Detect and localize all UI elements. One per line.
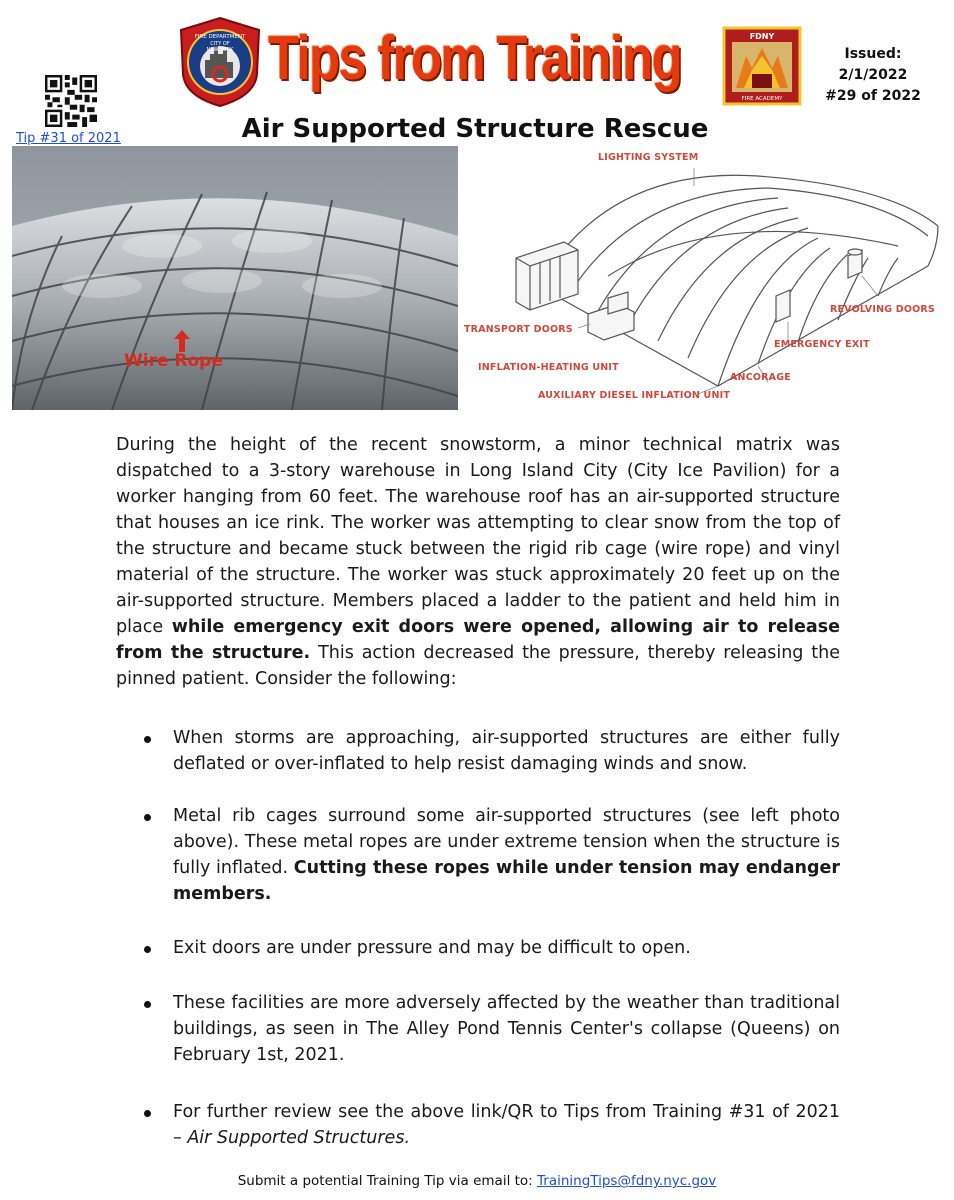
ancorage-label: ANCORAGE: [730, 372, 791, 383]
bullet-text: When storms are approaching, air-supported structures are either fully deflated or over-inflated to help resist damaging winds and snow.: [173, 728, 840, 774]
fire-academy-badge: [722, 26, 802, 106]
bullet-text: For further review see the above link/QR to Tips from Training #31 of 2021 –: [173, 1102, 840, 1148]
wire-rope-label: Wire Rope: [124, 351, 223, 371]
wire-rope-photo: [12, 146, 458, 410]
list-item: [142, 935, 691, 961]
banner-title: Tips from Training: [268, 24, 682, 93]
bullet-icon: [144, 736, 151, 743]
bullet-text: Exit doors are under pressure and may be difficult to open.: [173, 938, 691, 958]
list-item: [142, 1099, 840, 1151]
revolving-doors-label: REVOLVING DOORS: [830, 304, 935, 315]
up-arrow-icon: [174, 330, 190, 352]
structure-diagram: [458, 146, 942, 410]
list-item: [142, 725, 840, 777]
issue-info: [808, 44, 938, 107]
issued-date: Issued: 2/1/2022: [838, 46, 908, 83]
paragraph-end-text: This action decreased the pressure, thereby releasing the pinned patient. Consider the following:: [116, 643, 840, 689]
bullet-icon: [144, 946, 151, 953]
bullet-text: These facilities are more adversely affected by the weather than traditional buildings, as seen in The Alley Pond Tennis Center's collapse (Queens) on February 1st, 2021.: [173, 993, 840, 1065]
list-item: [142, 803, 840, 907]
transport-doors-label: TRANSPORT DOORS: [464, 324, 573, 335]
issue-number: #29 of 2022: [825, 88, 921, 104]
inflation-heating-unit-label: INFLATION-HEATING UNIT: [478, 362, 619, 373]
list-item: [142, 990, 840, 1068]
fire-department-seal: [177, 16, 263, 108]
tip-link[interactable]: Tip #31 of 2021: [16, 131, 121, 146]
bullet-italic-text: Air Supported Structures.: [187, 1128, 411, 1148]
svg-text:FDNY: FDNY: [749, 32, 775, 41]
bullet-icon: [144, 1110, 151, 1117]
document-title: Air Supported Structure Rescue: [241, 114, 709, 144]
diesel-inflation-unit-label: AUXILIARY DIESEL INFLATION UNIT: [538, 390, 731, 401]
qr-code[interactable]: [45, 75, 97, 127]
bullet-bold-text: Cutting these ropes while under tension may endanger members.: [173, 858, 840, 904]
bullet-icon: [144, 814, 151, 821]
footer: [0, 1173, 954, 1189]
svg-text:CITY OF: CITY OF: [210, 41, 230, 47]
training-tips-email-link[interactable]: TrainingTips@fdny.nyc.gov: [537, 1173, 717, 1189]
bullet-icon: [144, 1001, 151, 1008]
incident-paragraph: [116, 432, 840, 692]
bullet-text: Metal rib cages surround some air-supported structures (see left photo above). These metal ropes are under extreme tension when the structure is fully inflated.: [173, 806, 840, 878]
paragraph-text: During the height of the recent snowstorm, a minor technical matrix was dispatched to a 3-story warehouse in Long Island City (City Ice Pavilion) for a worker hanging from 60 feet. The warehouse roof has an air-supported structure that houses an ice rink. The worker was attempting to clear snow from the top of the structure and became stuck between the rigid rib cage (wire rope) and vinyl material of the structure. The worker was stuck approximately 20 feet up on the air-supported structure. Members placed a ladder to the patient and held him in place: [116, 435, 840, 637]
dome-roof-image: [12, 146, 458, 410]
footer-text: Submit a potential Training Tip via email to:: [237, 1173, 538, 1189]
paragraph-bold-text: while emergency exit doors were opened, allowing air to release from the structure.: [116, 617, 840, 663]
svg-text:FIRE ACADEMY: FIRE ACADEMY: [741, 96, 783, 102]
svg-text:NEW YORK: NEW YORK: [206, 47, 234, 53]
lighting-system-label: LIGHTING SYSTEM: [598, 152, 699, 163]
svg-text:FIRE DEPARTMENT: FIRE DEPARTMENT: [194, 34, 246, 40]
emergency-exit-label: EMERGENCY EXIT: [774, 339, 870, 350]
